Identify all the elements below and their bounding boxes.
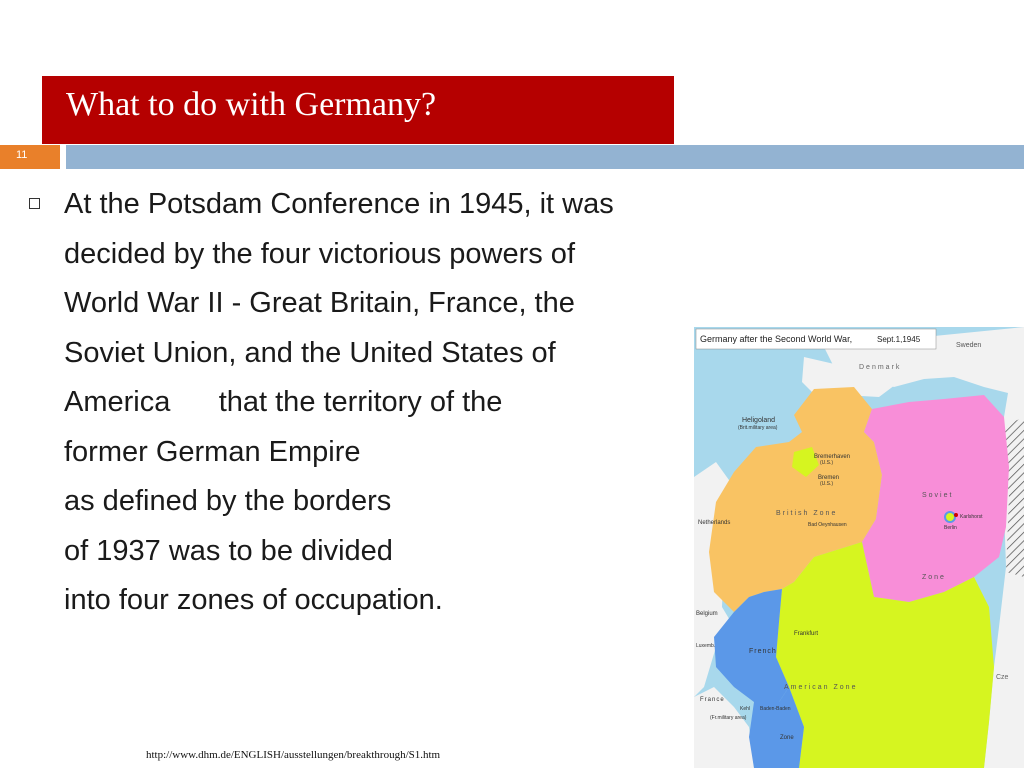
karlshorst-marker: [954, 513, 958, 517]
label-zone-soviet: Zone: [922, 574, 946, 581]
label-bremen: Bremen: [818, 475, 840, 481]
label-netherlands: Netherlands: [698, 520, 731, 526]
text-line: America that the territory of the: [64, 386, 503, 418]
label-czech: Cze: [996, 674, 1009, 681]
text-line: into four zones of occupation.: [64, 584, 443, 616]
berlin-marker: [945, 512, 955, 522]
text-line: former German Empire: [64, 435, 361, 468]
label-american-zone: American Zone: [784, 684, 858, 691]
source-link[interactable]: http://www.dhm.de/ENGLISH/ausstellungen/breakthrough/S1.htm: [146, 749, 441, 761]
text-line: At the Potsdam Conference in 1945, it was: [64, 188, 614, 220]
label-kehl-note: (Fr.military area): [710, 715, 747, 721]
label-kehl: Kehl: [740, 706, 751, 712]
label-soviet: Soviet: [922, 492, 954, 499]
label-french: French: [749, 648, 777, 655]
label-luxemb: Luxemb.: [696, 643, 716, 649]
map-date: Sept.1,1945: [877, 335, 921, 344]
label-heligoland-note: (Brit.military area): [738, 425, 778, 431]
label-bremen-note: (U.S.): [820, 481, 834, 487]
map-title: Germany after the Second World War,: [700, 334, 853, 344]
text-line: Soviet Union, and the United States of: [64, 336, 556, 369]
label-baden-baden: Baden-Baden: [760, 706, 791, 712]
bullet-text: [64, 180, 784, 626]
label-frankfurt: Frankfurt: [794, 631, 819, 637]
label-bremerhaven: Bremerhaven: [814, 454, 851, 460]
label-denmark: Denmark: [859, 364, 902, 371]
label-heligoland: Heligoland: [742, 417, 776, 424]
text-line: of 1937 was to be divided: [64, 534, 393, 567]
label-british-zone: British Zone: [776, 510, 838, 517]
label-france: France: [700, 697, 725, 703]
slide-title: What to do with Germany?: [66, 86, 437, 123]
text-line: as defined by the borders: [64, 485, 392, 517]
slide-number: 11: [0, 145, 60, 169]
label-zone-french: Zone: [780, 735, 794, 741]
germany-occupation-map: [694, 327, 1024, 768]
label-berlin: Berlin: [944, 525, 957, 531]
title-bar: [42, 76, 674, 144]
label-bad-oeynhausen: Bad Oeynhausen: [808, 522, 847, 528]
text-line: decided by the four victorious powers of: [64, 237, 575, 270]
accent-bar: [66, 145, 1024, 169]
text-line: World War II - Great Britain, France, the: [64, 287, 575, 319]
label-karlshorst: Karlshorst: [960, 514, 983, 520]
label-bremerhaven-note: (U.S.): [820, 460, 834, 466]
label-sweden: Sweden: [956, 342, 982, 349]
label-belgium: Belgium: [696, 611, 718, 617]
bullet-square-icon: [29, 198, 40, 209]
